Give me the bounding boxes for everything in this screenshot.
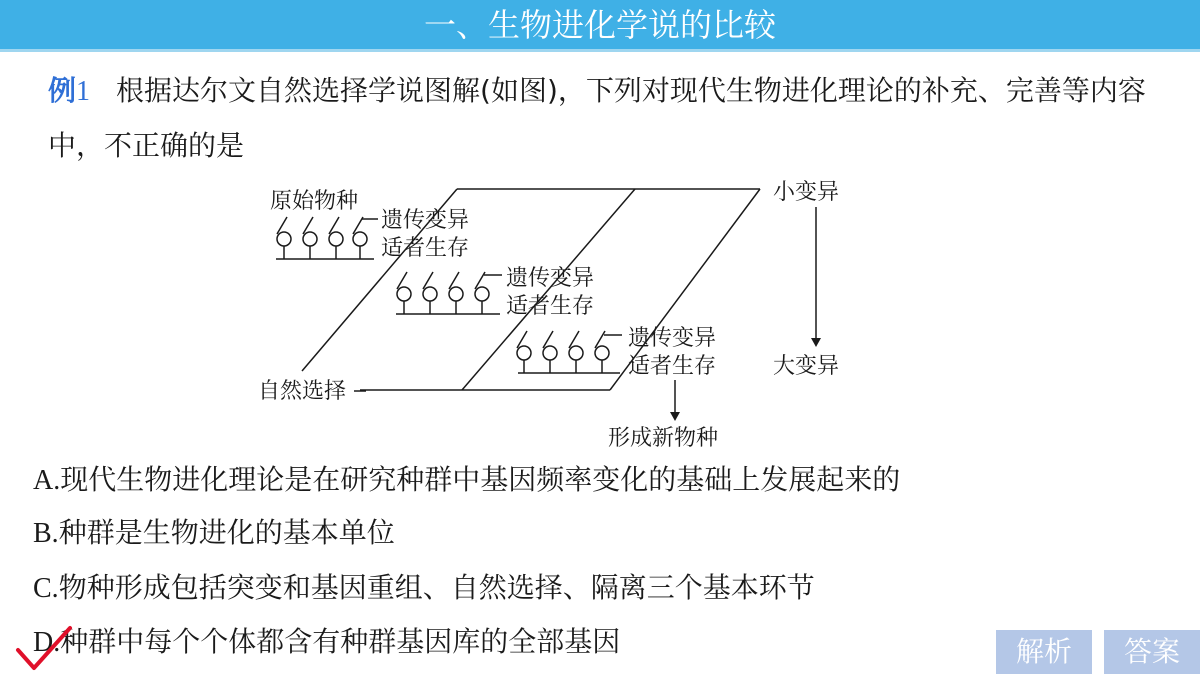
question [48, 64, 1158, 173]
option-d[interactable] [33, 624, 620, 661]
analysis-button[interactable]: 解析 [996, 630, 1092, 674]
generation-1-group [276, 217, 378, 259]
label-small-variation: 小变异 [773, 180, 840, 205]
title-bar [0, 0, 1200, 52]
label-natural-selection: 自然选择 [258, 379, 347, 404]
variation-arrowhead [811, 338, 821, 347]
new-species-arrowhead [670, 412, 680, 421]
label-survival-2: 适者生存 [506, 294, 595, 319]
checkmark-icon [14, 624, 74, 674]
option-b[interactable] [33, 515, 395, 552]
question-text: 根据达尔文自然选择学说图解(如图)，下列对现代生物进化理论的补充、完善等内容中，不正确的是 [48, 74, 1146, 162]
generation-3-group [517, 331, 622, 373]
option-a-letter: A. [33, 465, 61, 496]
option-b-text: 种群是生物进化的基本单位 [58, 516, 395, 549]
natural-selection-diagram [250, 175, 860, 455]
label-large-variation: 大变异 [773, 354, 840, 379]
label-variation-3: 遗传变异 [628, 326, 717, 351]
option-d-letter: D. [33, 627, 61, 658]
option-c-letter: C. [33, 573, 59, 604]
label-new-species: 形成新物种 [608, 426, 719, 451]
option-a[interactable] [33, 462, 900, 499]
example-label: 例 [48, 74, 77, 107]
example-number: 1 [76, 76, 91, 107]
slide-title: 一、生物进化学说的比较 [423, 6, 776, 44]
option-b-letter: B. [33, 518, 59, 549]
label-survival-1: 适者生存 [381, 236, 470, 261]
option-a-text: 现代生物进化理论是在研究种群中基因频率变化的基础上发展起来的 [60, 463, 901, 496]
option-d-text: 种群中每个个体都含有种群基因库的全部基因 [60, 625, 621, 658]
label-variation-1: 遗传变异 [381, 208, 470, 233]
option-c-text: 物种形成包括突变和基因重组、自然选择、隔离三个基本环节 [58, 571, 815, 604]
generation-2-group [396, 272, 502, 314]
label-original-species: 原始物种 [270, 189, 359, 214]
label-variation-2: 遗传变异 [506, 266, 595, 291]
answer-button[interactable]: 答案 [1104, 630, 1200, 674]
option-c[interactable] [33, 570, 815, 607]
label-survival-3: 适者生存 [628, 354, 717, 379]
